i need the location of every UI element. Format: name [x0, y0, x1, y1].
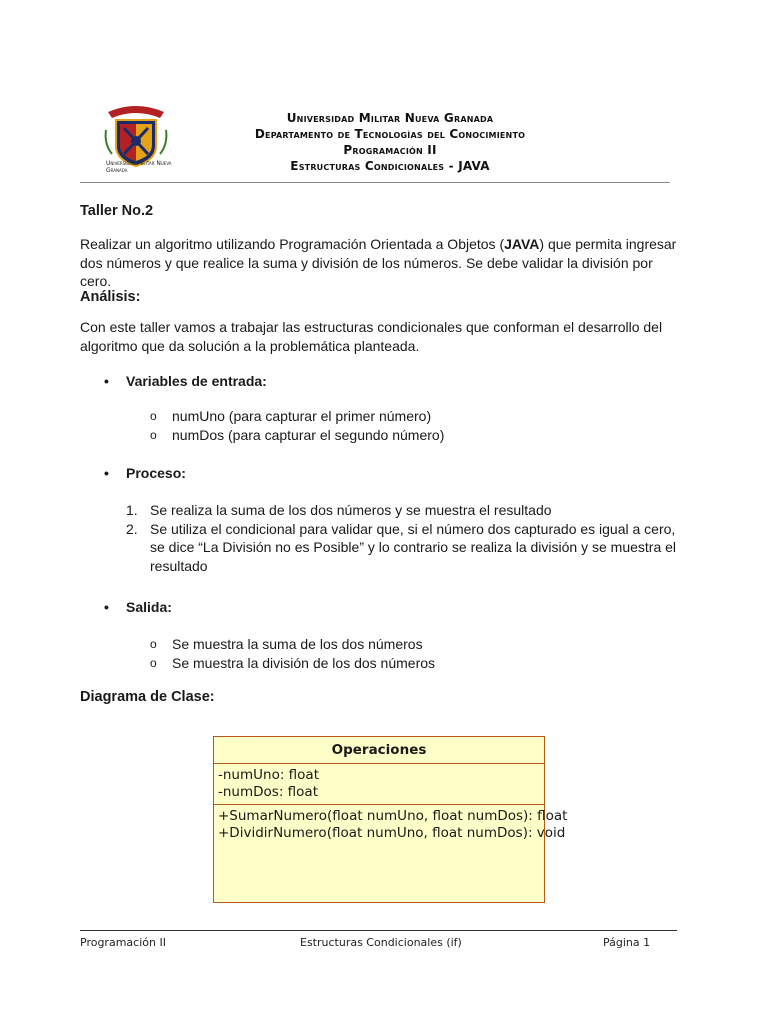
header-department: Departamento de Tecnologías del Conocimiento: [254, 127, 526, 141]
uml-class-name: Operaciones: [214, 737, 544, 764]
list-item: o Se muestra la división de los dos números: [150, 654, 436, 671]
proceso-list: [126, 501, 686, 575]
footer-center: Estructuras Condicionales (if): [300, 936, 462, 949]
header-divider: [80, 182, 670, 183]
list-item-text: numDos (para capturar el segundo número): [172, 426, 445, 443]
bullet-label: Salida:: [126, 599, 172, 615]
list-item-text: Se muestra la suma de los dos números: [172, 636, 423, 652]
analisis-heading: Análisis:: [80, 289, 141, 305]
uml-attribute: -numUno: float: [218, 767, 319, 783]
uml-attribute: -numDos: float: [218, 784, 318, 800]
list-item: 2. Se utiliza el condicional para validar que, si el número dos capturado es igual a cero, se dice “La División no es Posible” y lo contrario se realiza la división y se muestra el resultado: [126, 520, 686, 576]
list-item: o numDos (para capturar el segundo número): [150, 426, 445, 443]
uml-class-diagram: [213, 736, 568, 903]
salida-list: [150, 635, 435, 672]
logo-caption: Universidad Militar Nueva Granada: [106, 160, 172, 174]
header-title-block: [180, 110, 600, 174]
list-item-text: Se utiliza el condicional para validar que, si el número dos capturado es igual a cero, se dice “La División no es Posible” y lo contrario se realiza la división y se muestra el resultado: [150, 520, 677, 574]
footer-divider: [80, 930, 677, 931]
uml-operations: [214, 805, 568, 845]
intro-text-start: Realizar un algoritmo utilizando Programación Orientada a Objetos (: [80, 236, 505, 252]
header-university: Universidad Militar Nueva Granada: [286, 111, 494, 125]
uml-operation: +DividirNumero(float numUno, float numDos): void: [218, 825, 566, 841]
footer-left: Programación II: [80, 936, 166, 949]
list-item: o Se muestra la suma de los dos números: [150, 636, 423, 652]
intro-text-bold: JAVA: [504, 236, 540, 252]
intro-text-end: ) que permita ingresar dos números y que realice la suma y división de los números. Se debe validar la división por cero.: [80, 236, 677, 289]
list-item: o numUno (para capturar el primer número): [150, 408, 432, 424]
uml-operation: +SumarNumero(float numUno, float numDos): float: [218, 808, 568, 824]
bullet-salida: • Salida:: [104, 599, 172, 615]
page-title: Taller No.2: [80, 203, 154, 219]
intro-paragraph: [80, 235, 680, 291]
entrada-list: [150, 407, 444, 444]
list-item-text: Se muestra la división de los dos números: [172, 654, 436, 671]
bullet-label: Proceso:: [126, 465, 186, 481]
list-item-text: numUno (para capturar el primer número): [172, 408, 432, 424]
header-topic: Estructuras Condicionales - JAVA: [290, 159, 490, 173]
list-item-text: Se realiza la suma de los dos números y se muestra el resultado: [150, 502, 552, 518]
header-course: Programación II: [343, 143, 437, 157]
list-item: 1. Se realiza la suma de los dos números y se muestra el resultado: [126, 502, 552, 518]
uml-attributes: [214, 764, 544, 805]
bullet-label: Variables de entrada:: [126, 373, 267, 389]
analisis-paragraph: Con este taller vamos a trabajar las estructuras condicionales que conforman el desarrollo del algoritmo que da solución a la problemática planteada.: [80, 319, 663, 354]
footer-page-number: Página 1: [603, 936, 651, 949]
bullet-proceso: • Proceso:: [104, 465, 186, 481]
diagram-heading: Diagrama de Clase:: [80, 689, 215, 705]
bullet-variables-entrada: • Variables de entrada:: [104, 373, 267, 389]
